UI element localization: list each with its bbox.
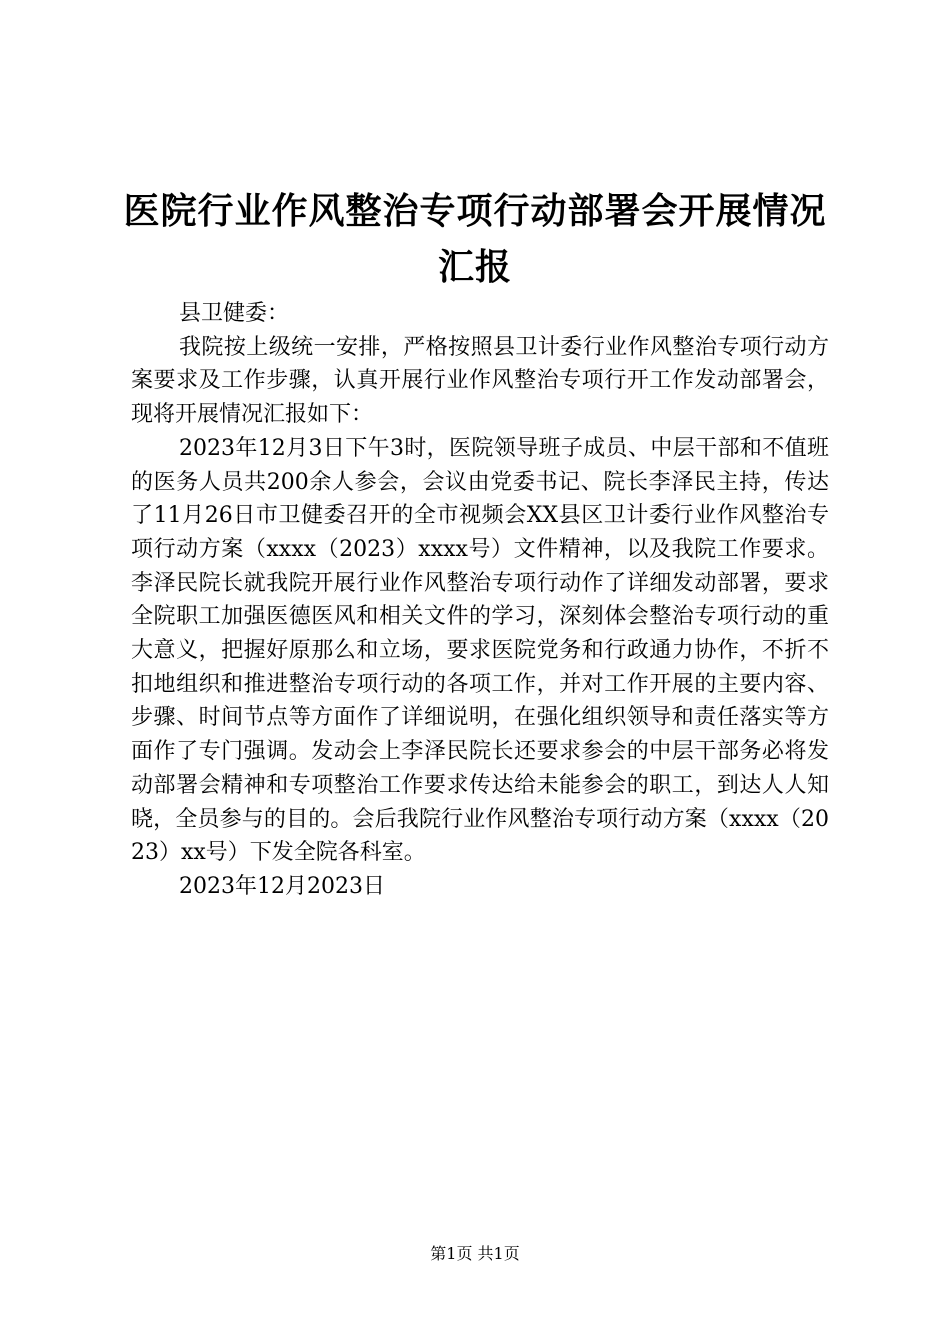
paragraph-main: 2023年12月3日下午3时，医院领导班子成员、中层干部和不值班的医务人员共200余人参会，会议由党委书记、院长李泽民主持，传达了11月26日市卫健委召开的全市视频会XX县区卫计委行业作风整治专项行动方案（xxxx（2023）xxxx号）文件精神，以及我院工作要求。李泽民院长就我院开展行业作风整治专项行动作了详细发动部署，要求全院职工加强医德医风和相关文件的学习，深刻体会整治专项行动的重大意义，把握好原那么和立场，要求医院党务和行政通力协作，不折不扣地组织和推进整治专项行动的各项工作，并对工作开展的主要内容、步骤、时间节点等方面作了详细说明，在强化组织领导和责任落实等方面作了专门强调。发动会上李泽民院长还要求参会的中层干部务必将发动部署会精神和专项整治工作要求传达给未能参会的职工，到达人人知晓，全员参与的目的。会后我院行业作风整治专项行动方案（xxxx（2023）xx号）下发全院各科室。 [131,435,829,866]
paragraph-intro: 我院按上级统一安排，严格按照县卫计委行业作风整治专项行动方案要求及工作步骤，认真开展行业作风整治专项行开工作发动部署会，现将开展情况汇报如下： [131,334,829,428]
document-body [131,297,829,904]
document-title: 医院行业作风整治专项行动部署会开展情况汇报 [123,190,827,288]
page-footer: 第1页 共1页 [430,1244,520,1263]
document-date: 2023年12月2023日 [179,873,385,899]
salutation: 县卫健委： [179,301,290,326]
